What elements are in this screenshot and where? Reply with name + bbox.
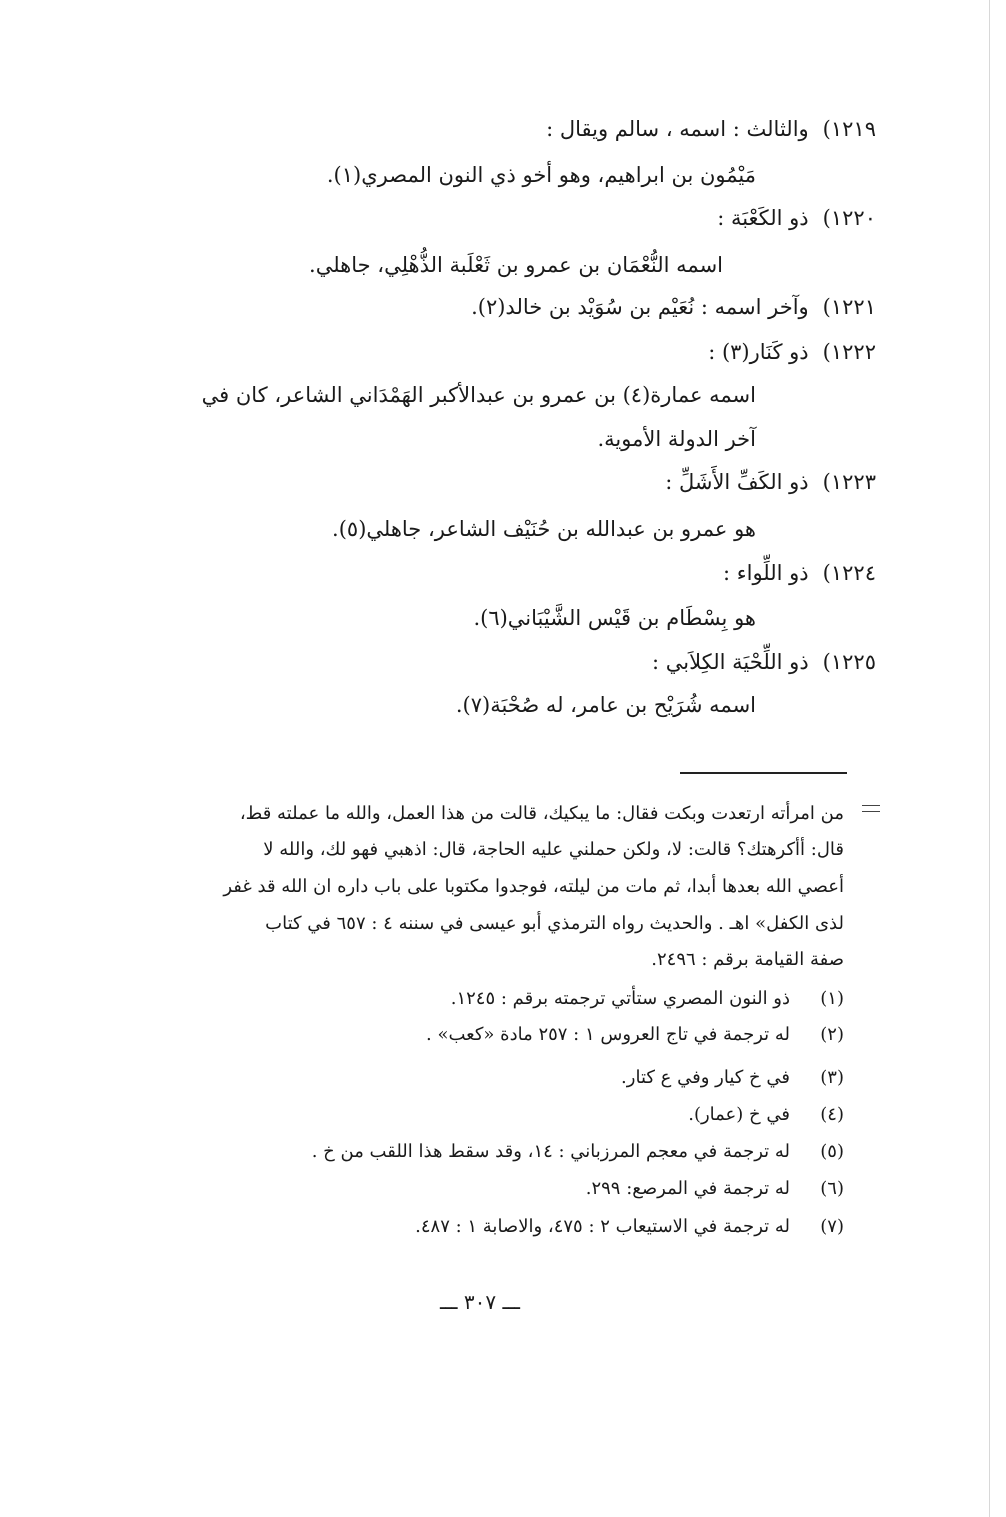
footnote-separator: [680, 772, 847, 774]
footnote-number: (٧): [820, 1216, 844, 1237]
footnote-text: له ترجمة في المرصع: ٢٩٩.: [585, 1178, 790, 1199]
footnote-number: (٥): [820, 1141, 844, 1162]
entry-1219-head: [546, 114, 876, 144]
entry-1225-head: [652, 647, 876, 677]
footnote-number: (١): [820, 988, 844, 1009]
page-number: ـــ ٣٠٧ ـــ: [439, 1290, 521, 1314]
entry-1219-text: مَيْمُون بن ابراهيم، وهو أخو ذي النون المصري(١).: [326, 163, 756, 187]
entry-1222-text-1: اسمه عمارة(٤) بن عمرو بن عبدالأكبر الهَمْدَاني الشاعر، كان في: [201, 383, 756, 407]
footnote-text: في خ كيار وفي ع كتار.: [621, 1067, 790, 1088]
footnote-5: [312, 1138, 844, 1166]
entry-heading: ذو اللِّحْيَة الكِلاَبي :: [652, 650, 809, 674]
footnote-text: له ترجمة في معجم المرزباني : ١٤، وقد سقط هذا اللقب من خ .: [311, 1141, 790, 1162]
entry-number: ١٢٢١): [822, 295, 876, 319]
footnote-number: (٣): [820, 1067, 844, 1088]
entry-number: ١٢٢٠): [822, 206, 876, 230]
entry-1225-text: اسمه شُرَيْح بن عامر، له صُحْبَة(٧).: [455, 693, 756, 717]
footnote-continuation-line-4: لذى الكفل» اهـ . والحديث رواه الترمذي أبو عيسى في سننه ٤ : ٦٥٧ في كتاب: [265, 913, 844, 934]
footnote-2: [426, 1021, 844, 1049]
entry-heading: ذو اللِّواء :: [723, 561, 809, 585]
page-edge-line: [989, 0, 990, 1517]
footnote-continuation-line-1: من امرأته ارتعدت وبكت فقال: ما يبكيك، قالت من هذا العمل، والله ما عملته قط،: [239, 803, 844, 824]
entry-1221-head: [471, 292, 876, 322]
footnote-text: له ترجمة في الاستيعاب ٢ : ٤٧٥، والاصابة ١ : ٤٨٧.: [415, 1216, 790, 1237]
entry-1222-head: [708, 337, 876, 367]
footnote-3: [621, 1064, 844, 1092]
entry-1222-text-2: آخر الدولة الأموية.: [597, 427, 756, 451]
entry-heading: ذو كَنَار(٣) :: [708, 340, 809, 364]
entry-1223-text: هو عمرو بن عبدالله بن حُنَيْف الشاعر، جاهلي(٥).: [332, 517, 756, 541]
entry-1224-text: هو بِسْطَام بن قَيْس الشَّيْبَاني(٦).: [473, 606, 756, 630]
entry-1224-head: [723, 558, 876, 588]
entry-number: ١٢١٩): [822, 117, 876, 141]
entry-1223-head: [665, 467, 876, 497]
continuation-mark: [862, 805, 880, 812]
footnote-number: (٤): [820, 1104, 844, 1125]
footnote-number: (٢): [820, 1024, 844, 1045]
footnote-continuation-line-2: قال: أأكرهتك؟ قالت: لا، ولكن حملني عليه الحاجة، قال: اذهبي فهو لك، والله لا: [263, 839, 844, 860]
entry-number: ١٢٢٢): [822, 340, 876, 364]
footnote-number: (٦): [820, 1178, 844, 1199]
footnote-7: [415, 1213, 844, 1241]
footnote-text: ذو النون المصري ستأتي ترجمته برقم : ١٢٤٥.: [450, 988, 790, 1009]
entry-number: ١٢٢٣): [822, 470, 876, 494]
entry-heading: والثالث : اسمه ، سالم ويقال :: [546, 117, 809, 141]
entry-number: ١٢٢٤): [822, 561, 876, 585]
footnote-4: [688, 1101, 844, 1129]
footnote-continuation-line-3: أعصي الله بعدها أبدا، ثم مات من ليلته، فوجدوا مكتوبا على باب داره ان الله قد غفر: [223, 876, 844, 897]
entry-heading: ذو الكَعْبَة :: [717, 206, 809, 230]
footnote-text: في خ (عمار).: [688, 1104, 790, 1125]
footnote-text: له ترجمة في تاج العروس ١ : ٢٥٧ مادة «كعب» .: [426, 1024, 790, 1045]
entry-heading: ذو الكَفِّ الأَشَلِّ :: [665, 470, 809, 494]
footnote-6: [586, 1175, 844, 1203]
entry-1220-text: اسمه النُّعْمَان بن عمرو بن ثَعْلَبة الذُّهْلِي، جاهلي.: [309, 253, 723, 277]
footnote-1: [451, 985, 844, 1013]
footnote-continuation-line-5: صفة القيامة برقم : ٢٤٩٦.: [651, 949, 844, 970]
entry-heading: وآخر اسمه : نُعَيْم بن سُوَيْد بن خالد(٢).: [471, 295, 809, 319]
entry-number: ١٢٢٥): [822, 650, 876, 674]
entry-1220-head: [717, 203, 876, 233]
